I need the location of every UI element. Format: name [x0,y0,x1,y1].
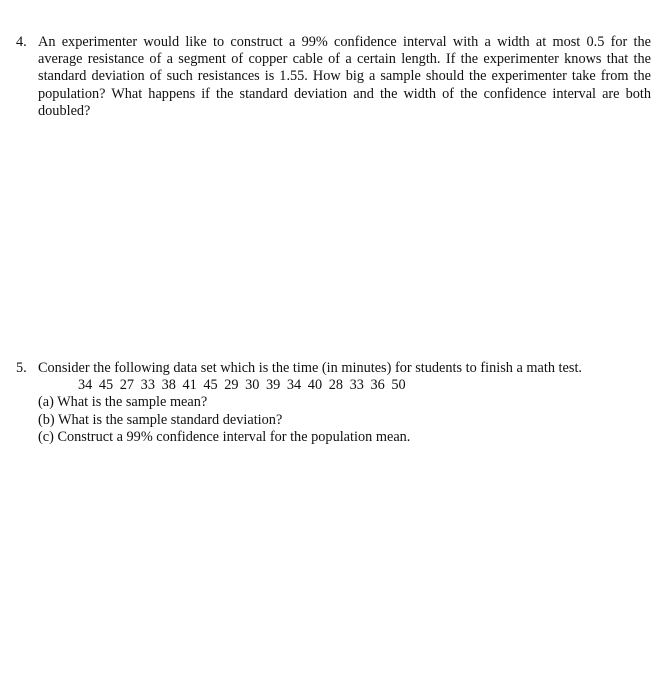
data-value: 34 [286,377,302,394]
data-value: 33 [140,377,155,394]
data-value: 41 [182,377,197,394]
data-value: 27 [119,377,135,394]
data-value: 45 [203,377,218,394]
data-value: 30 [245,377,260,394]
sub-question-c: (c) Construct a 99% confidence interval for the population mean. [38,428,411,445]
data-value: 29 [224,377,239,394]
data-value: 39 [266,377,281,394]
problem-text: Consider the following data set which is the time (in minutes) for students to finish a math test. [38,360,582,376]
data-value: 33 [349,377,364,394]
data-value: 34 [78,377,93,394]
data-value: 45 [98,377,114,394]
problem-text: An experimenter would like to construct a 99% confidence interval with a width at most 0.5 for the average resistance of a segment of copper cable of a certain length. If the experimenter knows that the standard deviation of such resistances is 1.55. How big a sample should the experimenter take from the population? What happens if the standard deviation and the width of the confidence interval are both doubled? [38,34,651,119]
sub-question-a: (a) What is the sample mean? [38,394,208,411]
problem-number: 5. [16,360,27,376]
problem-5 [16,360,651,446]
data-value: 50 [391,377,406,394]
data-value: 38 [161,377,176,394]
sub-question-b: (b) What is the sample standard deviation? [38,411,283,428]
problem-4 [16,34,651,120]
data-value: 40 [307,377,323,394]
data-value: 28 [328,377,343,394]
sub-questions [38,394,651,446]
data-value: 36 [370,377,385,394]
data-set [78,377,651,394]
problem-number: 4. [16,34,27,50]
